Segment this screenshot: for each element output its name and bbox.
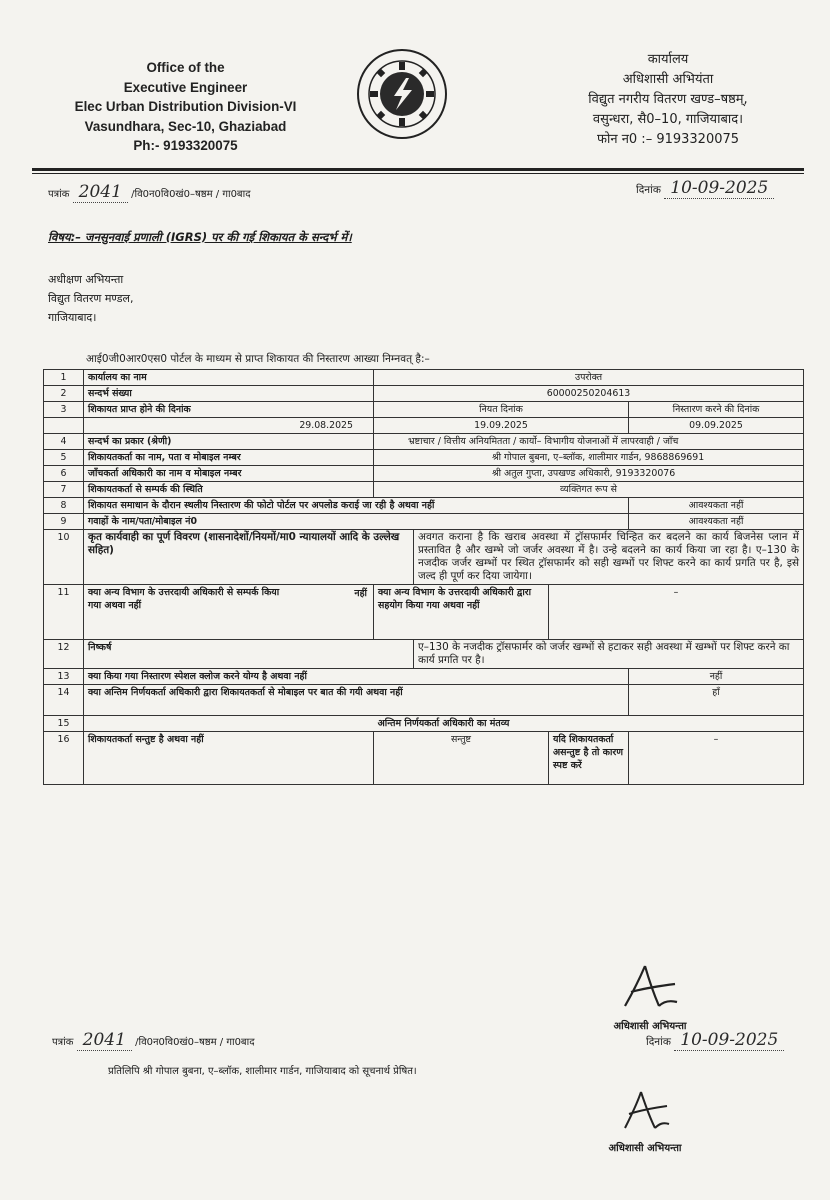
row-label: जाँचकर्ता अधिकारी का नाम व मोबाइल नम्बर (84, 466, 374, 482)
table-row (44, 685, 804, 716)
department-seal-logo-icon (356, 48, 448, 140)
signatory-title-copy: अधिशासी अभियन्ता (608, 1143, 682, 1154)
signatory-title: अधिशासी अभियन्ता (613, 1021, 687, 1032)
other-dept-contact-question: क्या अन्य विभाग के उत्तरदायी अधिकारी से सम्पर्क किया गया अथवा नहीं (88, 587, 280, 611)
table-row (44, 732, 804, 785)
table-row (44, 386, 804, 402)
dissatisfaction-reason-label: यदि शिकायतकर्ता असन्तुष्ट है तो कारण स्पष्ट करें (549, 732, 629, 785)
row-number: 2 (44, 386, 84, 402)
row-value: हाँ (629, 685, 804, 716)
row-value: आवश्यकता नहीं (629, 498, 804, 514)
row-label: गवाहों के नाम/पता/मोबाइल नं0 (84, 514, 629, 530)
dissatisfaction-reason: – (629, 732, 804, 785)
header-hindi (548, 50, 788, 150)
table-row (44, 402, 804, 418)
header-en-line: Office of the (146, 60, 225, 75)
header-hi-line: फोन न0 :– 9193320075 (596, 132, 740, 147)
addressee-line: अधीक्षण अभियन्ता (48, 273, 124, 286)
signature-block (590, 962, 710, 1032)
table-row (44, 498, 804, 514)
addressee-line: विद्युत वितरण मण्डल, (48, 292, 134, 305)
row-number: 15 (44, 716, 84, 732)
table-row (44, 418, 804, 434)
table-row (44, 482, 804, 498)
row-label: शिकायत प्राप्त होने की दिनांक (84, 402, 374, 418)
other-dept-cooperation-question: क्या अन्य विभाग के उत्तरदायी अधिकारी द्वारा सहयोग किया गया अथवा नहीं (374, 585, 549, 640)
row-number: 10 (44, 530, 84, 585)
header-divider-thin (32, 173, 804, 174)
row-label: शिकायतकर्ता सन्तुष्ट है अथवा नहीं (84, 732, 374, 785)
resolution-date-header: निस्तारण करने की दिनांक (629, 402, 804, 418)
row-label: कृत कार्यवाही का पूर्ण विवरण (शासनादेशों/नियमों/मा0 न्यायालयों आदि के उल्लेख सहित) (84, 530, 414, 585)
footer-ref-label: पत्रांक (52, 1037, 74, 1048)
reference-line (48, 182, 251, 203)
copy-to-line: प्रतिलिपि श्री गोपाल बुबना, ए–ब्लॉक, शालीमार गार्डन, गाजियाबाद को सूचनार्थ प्रेषित। (108, 1066, 417, 1077)
footer-date-label: दिनांक (646, 1036, 671, 1048)
row-value: श्री अतुल गुप्ता, उपखण्ड अधिकारी, 9193320076 (374, 466, 804, 482)
signature-block-copy (585, 1088, 705, 1154)
header-english (58, 58, 313, 156)
ref-suffix: /वि0न0वि0खं0–षष्ठम / गा0बाद (131, 189, 251, 200)
header-hi-line: वसुन्धरा, सै0–10, गाजियाबाद। (592, 112, 744, 127)
header-divider (32, 168, 804, 171)
blank-cell (44, 418, 84, 434)
complaint-report-table (43, 369, 804, 785)
row-label: सन्दर्भ संख्या (84, 386, 374, 402)
row-label: सन्दर्भ का प्रकार (श्रेणी) (84, 434, 374, 450)
ref-number: 2041 (73, 182, 128, 203)
received-date: 29.08.2025 (84, 418, 374, 434)
row-number: 12 (44, 640, 84, 669)
due-date-header: नियत दिनांक (374, 402, 629, 418)
due-date: 19.09.2025 (374, 418, 629, 434)
table-row (44, 585, 804, 640)
table-row (44, 370, 804, 386)
table-row (44, 466, 804, 482)
other-dept-cooperation-answer: – (549, 585, 804, 640)
table-row (44, 450, 804, 466)
row-label: क्या अन्तिम निर्णयकर्ता अधिकारी द्वारा शिकायतकर्ता से मोबाइल पर बात की गयी अथवा नहीं (84, 685, 629, 716)
table-row (44, 669, 804, 685)
signature-mark-icon (615, 962, 685, 1014)
footer-reference-line (52, 1030, 255, 1051)
row-number: 4 (44, 434, 84, 450)
row-label (84, 585, 374, 640)
subject-line: विषय:– जनसुनवाई प्रणाली (IGRS) पर की गई शिकायत के सन्दर्भ में। (48, 230, 352, 244)
action-details: अवगत कराना है कि खराब अवस्था में ट्रॉसफार्मर चिन्हित कर बदलने का कार्य बिजनेस प्लान में प्रस्तावित है और खम्भे जो जर्जर अवस्था में है। उन्हे बदलने का कार्य किया जा रहा है। ए–130 के नजदीक जर्जर खम्भों पर स्थित ट्रॉसफार्मर को सही खम्भों पर शिफ्ट करने का कार्य प्रगति पर है, इसे जल्द ही पूर्ण कर दिया जायेगा। (414, 530, 804, 585)
header-hi-line: कार्यालय (647, 52, 689, 67)
other-dept-contact-answer: नहीं (354, 588, 367, 599)
row-value: व्यक्तिगत रूप से (374, 482, 804, 498)
row-label: निष्कर्ष (84, 640, 414, 669)
ref-label: पत्रांक (48, 189, 70, 200)
header-en-line: Ph:- 9193320075 (133, 138, 238, 153)
table-row (44, 640, 804, 669)
row-value: उपरोक्त (374, 370, 804, 386)
footer-ref-number: 2041 (77, 1030, 132, 1051)
header-hi-line: विद्युत नगरीय वितरण खण्ड–षष्ठम्, (588, 92, 748, 107)
row-label: शिकायतकर्ता से सम्पर्क की स्थिति (84, 482, 374, 498)
letter-date: 10-09-2025 (664, 178, 774, 199)
row-number: 9 (44, 514, 84, 530)
addressee-block (48, 270, 134, 327)
footer-date: 10-09-2025 (674, 1030, 784, 1051)
row-value: आवश्यकता नहीं (629, 514, 804, 530)
header-en-line: Elec Urban Distribution Division-VI (74, 99, 297, 114)
row-number: 14 (44, 685, 84, 716)
row-label: शिकायत समाधान के दौरान स्थलीय निस्तारण की फोटो पोर्टल पर अपलोड कराई जा रही है अथवा नहीं (84, 498, 629, 514)
row-number: 1 (44, 370, 84, 386)
intro-text: आई0जी0आर0एस0 पोर्टल के माध्यम से प्राप्त शिकायत की निस्तारण आख्या निम्नवत् है:– (86, 353, 430, 365)
conclusion-text: ए–130 के नजदीक ट्रॉसफार्मर को जर्जर खम्भों से हटाकर सही अवस्था में खम्भों पर शिफ्ट करने का कार्य प्रगति पर है। (414, 640, 804, 669)
date-label: दिनांक (636, 184, 661, 196)
table-row (44, 514, 804, 530)
table-row (44, 434, 804, 450)
row-label: शिकायतकर्ता का नाम, पता व मोबाइल नम्बर (84, 450, 374, 466)
header-en-line: Executive Engineer (123, 79, 248, 95)
signature-mark-icon (615, 1088, 675, 1136)
table-row (44, 530, 804, 585)
row-number: 8 (44, 498, 84, 514)
row-label: अन्तिम निर्णयकर्ता अधिकारी का मंतव्य (84, 716, 804, 732)
row-number: 6 (44, 466, 84, 482)
footer-ref-suffix: /वि0न0वि0खं0–षष्ठम / गा0बाद (135, 1037, 255, 1048)
resolution-date: 09.09.2025 (629, 418, 804, 434)
date-line (636, 178, 774, 199)
footer-date-line (646, 1030, 784, 1051)
row-label: कार्यालय का नाम (84, 370, 374, 386)
row-number: 11 (44, 585, 84, 640)
row-number: 5 (44, 450, 84, 466)
row-value: 60000250204613 (374, 386, 804, 402)
row-number: 3 (44, 402, 84, 418)
header-en-line: Vasundhara, Sec-10, Ghaziabad (84, 118, 287, 134)
row-label: क्या किया गया निस्तारण स्पेशल क्लोज करने योग्य है अथवा नहीं (84, 669, 629, 685)
table-row (44, 716, 804, 732)
row-value: भ्रष्टाचार / वित्तीय अनियमितता / कार्यो– विभागीय योजनाओं में लापरवाही / जाँच (374, 434, 804, 450)
header-hi-line: अधिशासी अभियंता (622, 72, 714, 87)
row-number: 16 (44, 732, 84, 785)
row-value: श्री गोपाल बुबना, ए–ब्लॉक, शालीमार गार्डन, 9868869691 (374, 450, 804, 466)
row-number: 7 (44, 482, 84, 498)
row-value: नहीं (629, 669, 804, 685)
satisfaction-answer: सन्तुष्ट (374, 732, 549, 785)
row-number: 13 (44, 669, 84, 685)
addressee-line: गाजियाबाद। (48, 311, 97, 324)
